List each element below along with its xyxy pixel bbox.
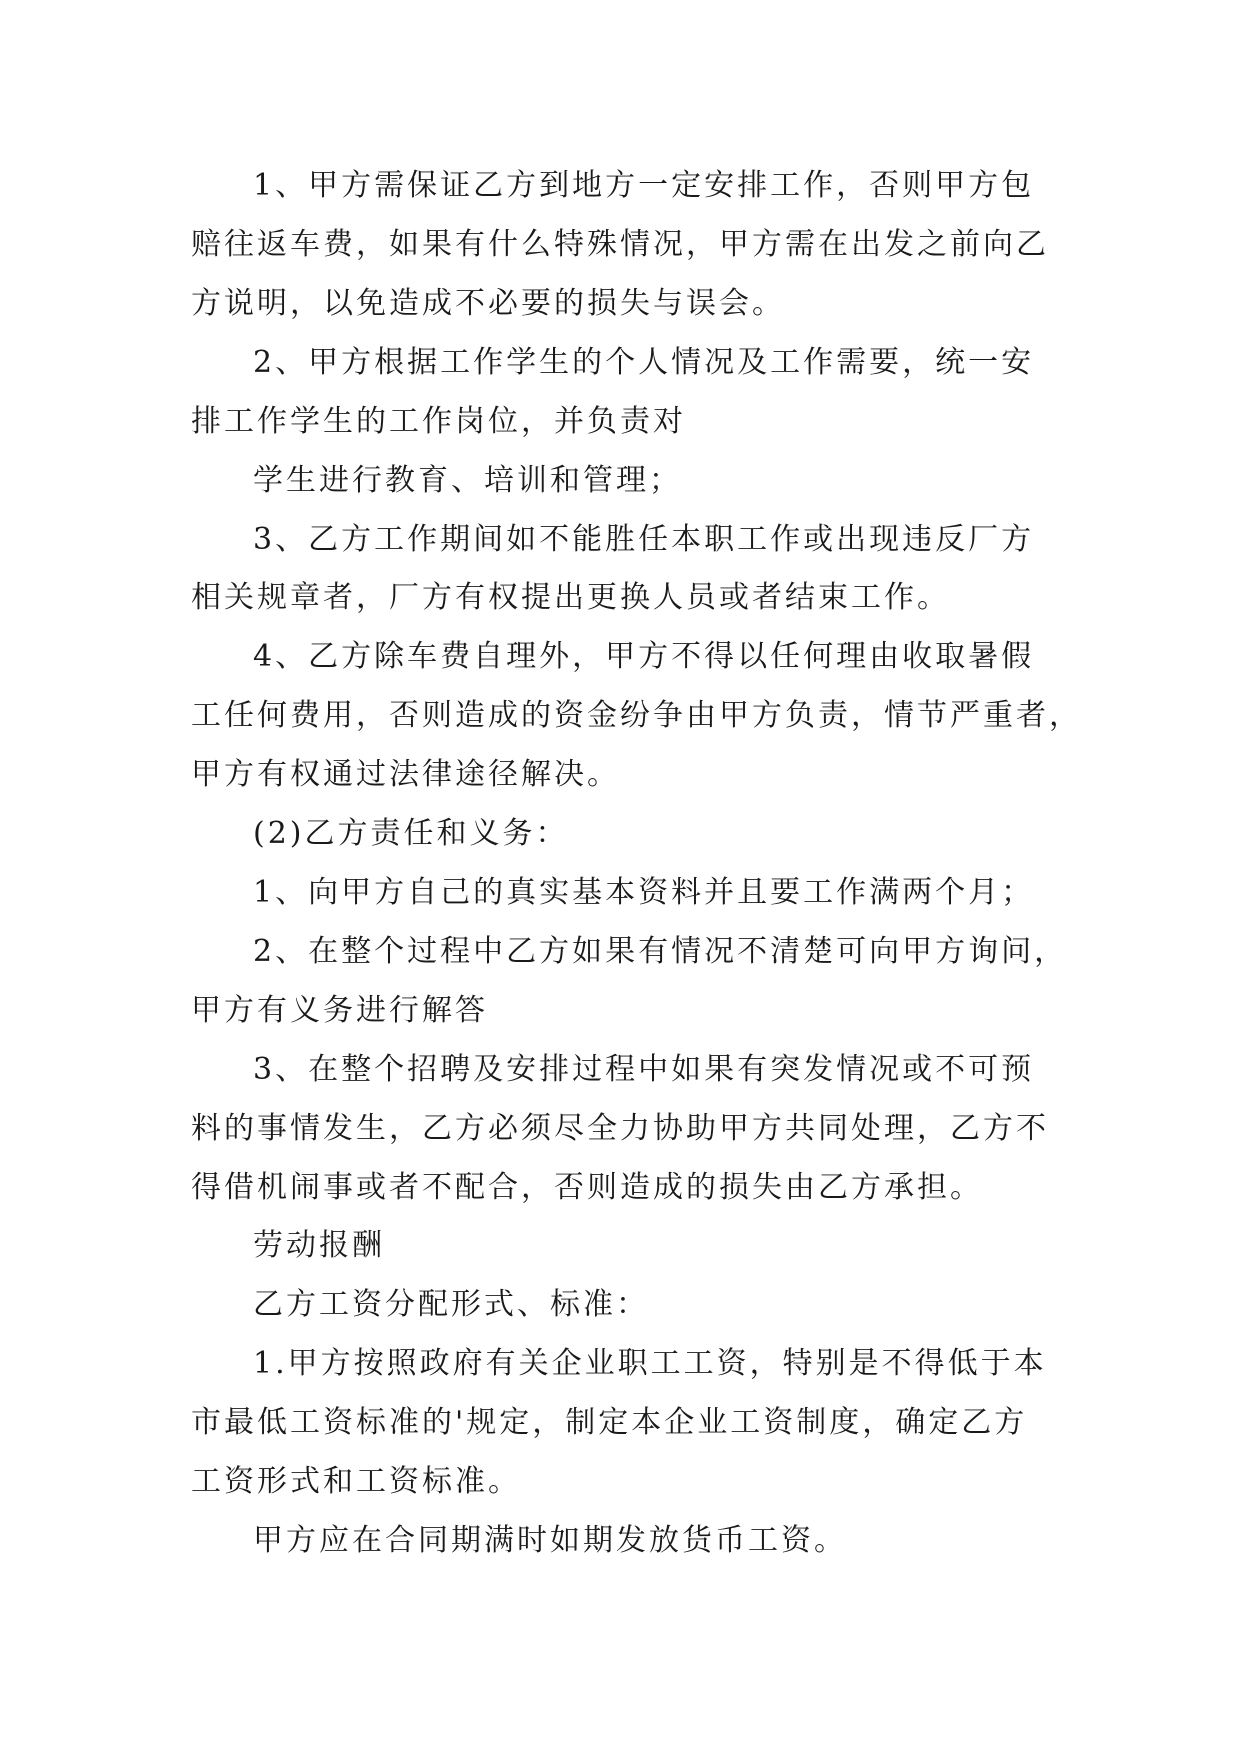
text-line: 工任何费用，否则造成的资金纷争由甲方负责，情节严重者， [191,698,1082,733]
text-line: 得借机闹事或者不配合，否则造成的损失由乙方承担。 [191,1170,983,1205]
text-line: 相关规章者，厂方有权提出更换人员或者结束工作。 [191,580,950,615]
text-line: 2、甲方根据工作学生的个人情况及工作需要，统一安 [253,345,1035,380]
text-line: 甲方有义务进行解答 [191,993,488,1028]
text-line: (2)乙方责任和义务： [253,816,569,851]
text-line: 3、在整个招聘及安排过程中如果有突发情况或不可预 [253,1052,1035,1087]
text-line: 2、在整个过程中乙方如果有情况不清楚可向甲方询问， [253,934,1068,969]
section-heading: 劳动报酬 [253,1228,385,1263]
text-line: 排工作学生的工作岗位，并负责对 [191,404,686,439]
text-line: 1、甲方需保证乙方到地方一定安排工作，否则甲方包 [253,168,1035,203]
text-line: 甲方有权通过法律途径解决。 [191,757,620,792]
text-line: 3、乙方工作期间如不能胜任本职工作或出现违反厂方 [253,522,1035,557]
text-line: 乙方工资分配形式、标准： [253,1287,649,1322]
text-line: 方说明，以免造成不必要的损失与误会。 [191,286,785,321]
text-line: 1、向甲方自己的真实基本资料并且要工作满两个月； [253,875,1035,910]
text-line: 赔往返车费，如果有什么特殊情况，甲方需在出发之前向乙 [191,227,1049,262]
text-line: 市最低工资标准的'规定，制定本企业工资制度，确定乙方 [191,1405,1028,1440]
text-line: 料的事情发生，乙方必须尽全力协助甲方共同处理，乙方不 [191,1111,1049,1146]
text-line: 1.甲方按照政府有关企业职工工资，特别是不得低于本 [253,1346,1047,1381]
text-line: 甲方应在合同期满时如期发放货币工资。 [253,1523,847,1558]
text-line: 4、乙方除车费自理外，甲方不得以任何理由收取暑假 [253,639,1035,674]
text-line: 工资形式和工资标准。 [191,1464,521,1499]
text-line: 学生进行教育、培训和管理； [253,463,682,498]
